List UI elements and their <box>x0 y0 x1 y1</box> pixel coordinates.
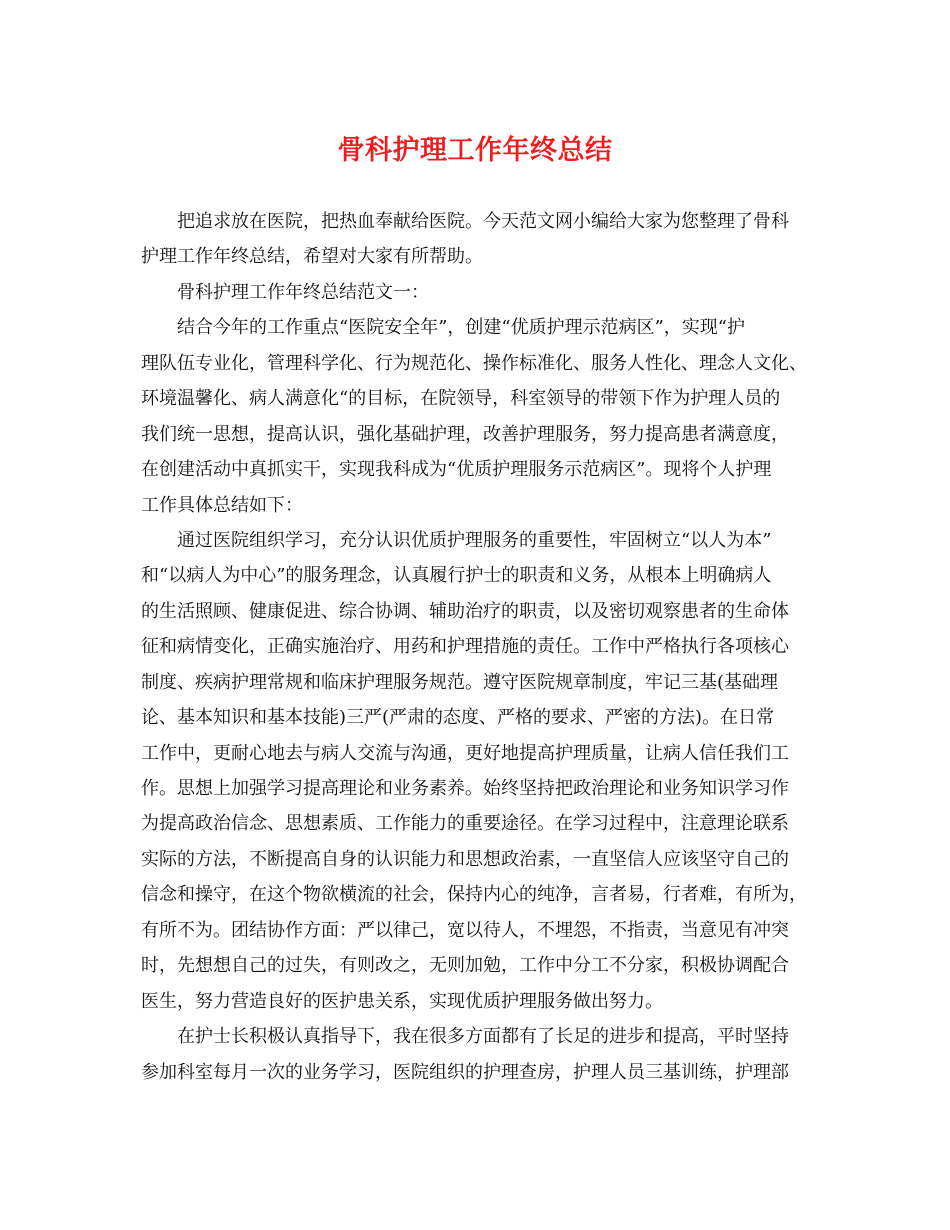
text-line: 的生活照顾、健康促进、综合协调、辅助治疗的职责，以及密切观察患者的生命体 <box>141 600 789 622</box>
text-line: 通过医院组织学习，充分认识优质护理服务的重要性，牢固树立“以人为本” <box>177 529 772 551</box>
text-line: 信念和操守，在这个物欲横流的社会，保持内心的纯净，言者易，行者难，有所为， <box>141 884 807 906</box>
text-line: 工作具体总结如下： <box>141 494 303 516</box>
text-line: 为提高政治信念、思想素质、工作能力的重要途径。在学习过程中，注意理论联系 <box>141 813 789 835</box>
text-line: 征和病情变化，正确实施治疗、用药和护理措施的责任。工作中严格执行各项核心 <box>141 636 789 658</box>
text-line: 把追求放在医院，把热血奉献给医院。今天范文网小编给大家为您整理了骨科 <box>177 211 789 232</box>
text-line: 和“以病人为中心”的服务理念，认真履行护士的职责和义务，从根本上明确病人 <box>141 565 772 587</box>
text-line: 环境温馨化、病人满意化“的目标，在院领导，科室领导的带领下作为护理人员的 <box>141 388 781 410</box>
text-line: 作。思想上加强学习提高理论和业务素养。始终坚持把政治理论和业务知识学习作 <box>141 778 789 799</box>
section-heading: 骨科护理工作年终总结范文一： <box>177 281 429 303</box>
text-line: 结合今年的工作重点“医院安全年”，创建“优质护理示范病区”，实现“护 <box>177 317 746 339</box>
text-line: 论、基本知识和基本技能)三严(严肃的态度、严格的要求、严密的方法)。在日常 <box>141 707 775 729</box>
text-line: 实际的方法，不断提高自身的认识能力和思想政治素，一直坚信人应该坚守自己的 <box>141 848 789 870</box>
document-body <box>141 204 821 1090</box>
text-line: 参加科室每月一次的业务学习，医院组织的护理查房，护理人员三基训练，护理部 <box>141 1061 789 1083</box>
text-line: 护理工作年终总结，希望对大家有所帮助。 <box>141 246 483 268</box>
text-line: 理队伍专业化，管理科学化、行为规范化、操作标准化、服务人性化、理念人文化、 <box>141 352 807 374</box>
text-line: 有所不为。团结协作方面：严以律己，宽以待人，不埋怨，不指责，当意见有冲突 <box>141 919 789 941</box>
text-line: 我们统一思想，提高认识，强化基础护理，改善护理服务，努力提高患者满意度， <box>141 423 789 445</box>
text-line: 制度、疾病护理常规和临床护理服务规范。遵守医院规章制度，牢记三基(基础理 <box>141 671 779 693</box>
text-line: 医生，努力营造良好的医护患关系，实现优质护理服务做出努力。 <box>141 990 663 1012</box>
text-line: 时，先想想自己的过失，有则改之，无则加勉，工作中分工不分家，积极协调配合 <box>141 955 789 977</box>
text-line: 在护士长积极认真指导下，我在很多方面都有了长足的进步和提高，平时坚持 <box>177 1026 789 1048</box>
text-line: 工作中，更耐心地去与病人交流与沟通，更好地提高护理质量，让病人信任我们工 <box>141 742 789 764</box>
text-line: 在创建活动中真抓实干，实现我科成为“优质护理服务示范病区”。现将个人护理 <box>141 459 772 481</box>
document-title: 骨科护理工作年终总结 <box>337 135 613 166</box>
